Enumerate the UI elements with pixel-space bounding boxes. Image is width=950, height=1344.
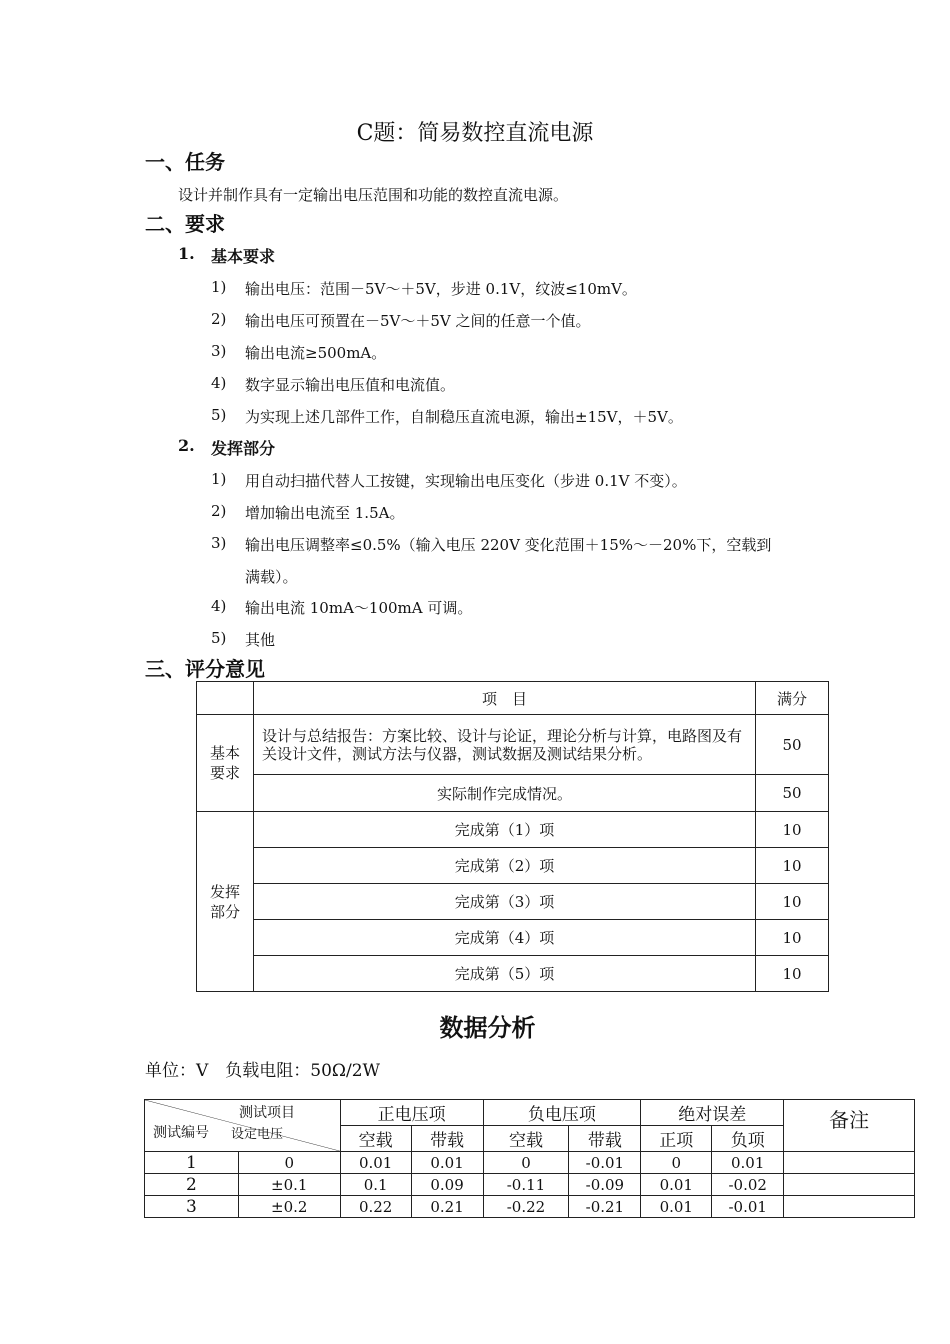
table-cell-item: 完成第（3）项	[254, 884, 756, 920]
cell-pos-with-load: 0.09	[411, 1174, 483, 1196]
cell-err-neg: -0.02	[712, 1174, 784, 1196]
table-cell-points: 10	[756, 956, 829, 992]
table-cell-item: 完成第（2）项	[254, 848, 756, 884]
list-item-text: 输出电压可预置在－5V～＋5V 之间的任意一个值。	[245, 312, 591, 330]
cell-err-pos: 0.01	[641, 1196, 712, 1218]
cell-neg-no-load: 0	[483, 1152, 569, 1174]
header-set-voltage: 设定电压	[231, 1127, 284, 1142]
list-item-number: 5)	[211, 629, 227, 647]
list-item-number: 4)	[211, 597, 227, 615]
table-cell-points: 50	[756, 715, 829, 775]
table-cell-item: 设计与总结报告：方案比较、设计与论证，理论分析与计算，电路图及有关设计文件，测试方法与仪器，测试数据及测试结果分析。	[254, 715, 756, 775]
column-header-points: 满分	[756, 682, 829, 715]
table-row	[145, 1174, 915, 1196]
table-row	[145, 1152, 915, 1174]
cell-pos-no-load: 0.1	[340, 1174, 411, 1196]
list-item-text-continued: 满载）。	[245, 568, 298, 586]
table-cell-points: 50	[756, 775, 829, 812]
unit-line: 单位：V 负载电阻：50Ω/2W	[145, 1061, 381, 1081]
list-item-number: 3)	[211, 534, 227, 552]
section-scoring-heading: 三、评分意见	[145, 657, 265, 681]
table-cell-item: 完成第（1）项	[254, 812, 756, 848]
list-item-text: 输出电流≥500mA。	[245, 344, 387, 362]
table-cell-item: 实际制作完成情况。	[254, 775, 756, 812]
table-cell-points: 10	[756, 884, 829, 920]
header-with-load: 带载	[569, 1126, 641, 1152]
category-basic: 基本要求	[197, 715, 254, 812]
cell-note	[784, 1196, 915, 1218]
table-cell-points: 10	[756, 812, 829, 848]
cell-pos-no-load: 0.22	[340, 1196, 411, 1218]
header-with-load: 带载	[411, 1126, 483, 1152]
list-item-text: 数字显示输出电压值和电流值。	[245, 376, 456, 394]
column-header-item: 项 目	[254, 682, 756, 715]
cell-test-no: 1	[145, 1152, 239, 1174]
cell-err-neg: 0.01	[712, 1152, 784, 1174]
list-item-text: 输出电压：范围－5V～＋5V，步进 0.1V，纹波≤10mV。	[245, 280, 637, 298]
page-title: C题：简易数控直流电源	[356, 121, 594, 146]
cell-set-voltage: ±0.2	[238, 1196, 340, 1218]
list-item-text: 增加输出电流至 1.5A。	[245, 504, 405, 522]
scoring-table	[196, 681, 829, 992]
category-advanced: 发挥部分	[197, 812, 254, 992]
advanced-number: 2.	[178, 436, 195, 455]
header-test-no: 测试编号	[153, 1125, 209, 1141]
cell-note	[784, 1152, 915, 1174]
list-item-text: 输出电压调整率≤0.5%（输入电压 220V 变化范围＋15%～－20%下，空载到	[245, 536, 772, 554]
list-item-text: 输出电流 10mA～100mA 可调。	[245, 599, 473, 617]
cell-neg-no-load: -0.11	[483, 1174, 569, 1196]
header-test-item: 测试项目	[239, 1105, 295, 1121]
list-item-number: 3)	[211, 342, 227, 360]
cell-pos-no-load: 0.01	[340, 1152, 411, 1174]
cell-test-no: 2	[145, 1174, 239, 1196]
cell-err-neg: -0.01	[712, 1196, 784, 1218]
task-text: 设计并制作具有一定输出电压范围和功能的数控直流电源。	[178, 186, 569, 204]
cell-test-no: 3	[145, 1196, 239, 1218]
header-abs-error: 绝对误差	[641, 1100, 784, 1126]
cell-neg-with-load: -0.01	[569, 1152, 641, 1174]
list-item-text: 用自动扫描代替人工按键，实现输出电压变化（步进 0.1V 不变）。	[245, 472, 687, 490]
cell-neg-with-load: -0.09	[569, 1174, 641, 1196]
cell-err-pos: 0	[641, 1152, 712, 1174]
data-table	[144, 1099, 915, 1218]
table-cell-empty	[197, 682, 254, 715]
list-item-number: 2)	[211, 502, 227, 520]
header-no-load: 空载	[340, 1126, 411, 1152]
basic-number: 1.	[178, 244, 195, 263]
header-no-load: 空载	[483, 1126, 569, 1152]
header-note: 备注	[784, 1100, 915, 1152]
cell-pos-with-load: 0.01	[411, 1152, 483, 1174]
table-cell-points: 10	[756, 848, 829, 884]
cell-neg-with-load: -0.21	[569, 1196, 641, 1218]
list-item-number: 2)	[211, 310, 227, 328]
list-item-number: 5)	[211, 406, 227, 424]
cell-err-pos: 0.01	[641, 1174, 712, 1196]
cell-set-voltage: ±0.1	[238, 1174, 340, 1196]
advanced-heading: 发挥部分	[211, 439, 276, 458]
header-neg-item: 负项	[712, 1126, 784, 1152]
list-item-number: 1)	[211, 470, 227, 488]
table-cell-item: 完成第（4）项	[254, 920, 756, 956]
table-corner-header	[145, 1100, 341, 1152]
header-pos-item: 正项	[641, 1126, 712, 1152]
header-positive: 正电压项	[340, 1100, 483, 1126]
table-row	[145, 1196, 915, 1218]
cell-note	[784, 1174, 915, 1196]
table-cell-item: 完成第（5）项	[254, 956, 756, 992]
header-negative: 负电压项	[483, 1100, 641, 1126]
section-task-heading: 一、任务	[145, 150, 225, 174]
list-item-number: 4)	[211, 374, 227, 392]
cell-set-voltage: 0	[238, 1152, 340, 1174]
list-item-text: 为实现上述几部件工作，自制稳压直流电源，输出±15V，＋5V。	[245, 408, 683, 426]
cell-pos-with-load: 0.21	[411, 1196, 483, 1218]
section-requirements-heading: 二、要求	[145, 212, 225, 236]
basic-heading: 基本要求	[211, 247, 276, 266]
list-item-number: 1)	[211, 278, 227, 296]
table-cell-points: 10	[756, 920, 829, 956]
cell-neg-no-load: -0.22	[483, 1196, 569, 1218]
data-analysis-title: 数据分析	[439, 1013, 536, 1042]
list-item-text: 其他	[245, 631, 276, 649]
